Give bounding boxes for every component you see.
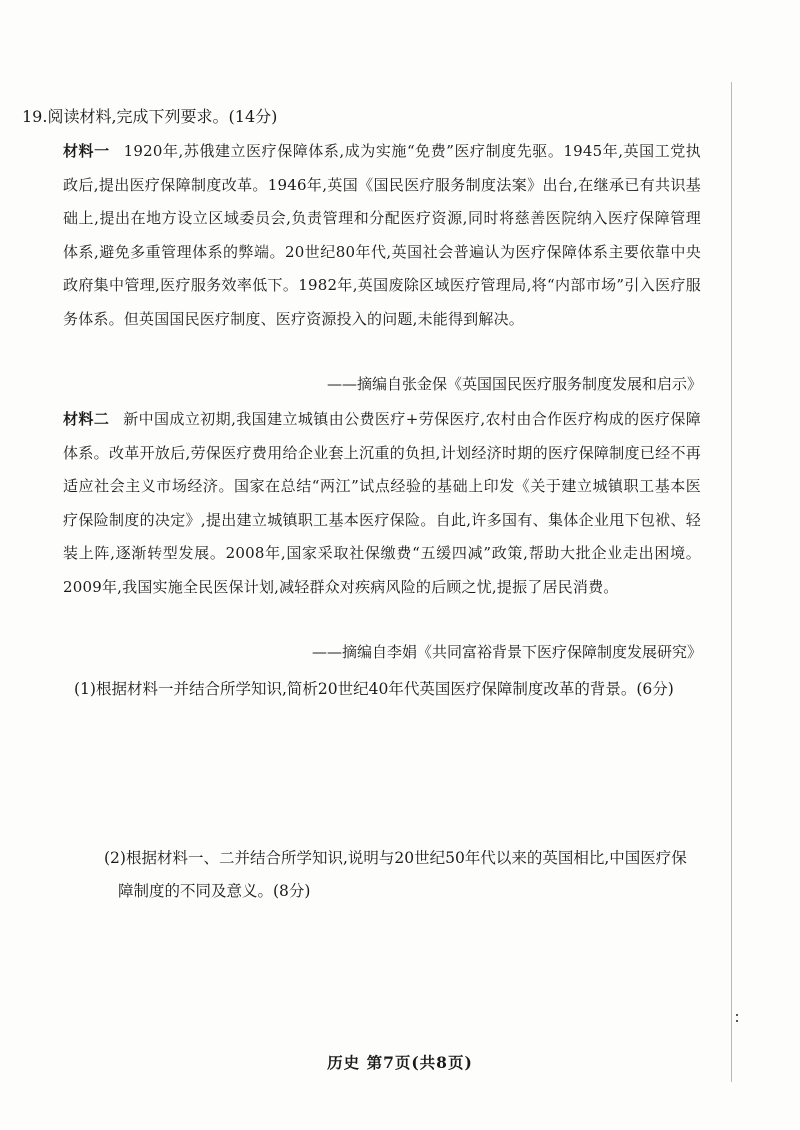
material-one-label: 材料一 [63,142,110,160]
question-header: 19.阅读材料,完成下列要求。(14分) [22,107,278,126]
scan-edge-mark [736,1014,738,1028]
material-one-source: ——摘编自张金保《英国国民医疗服务制度发展和启示》 [326,375,702,393]
material-two-label: 材料二 [63,410,110,428]
sub-question-2-line1: (2)根据材料一、二并结合所学知识,说明与20世纪50年代以来的英国相比,中国医疗保 [104,849,687,867]
material-one-text: 1920年,苏俄建立医疗保障体系,成为实施“免费”医疗制度先驱。1945年,英国工党执政后,提出医疗保障制度改革。1946年,英国《国民医疗服务制度法案》出台,在继承已有共识基础上,提出在地方设立区域委员会,负责管理和分配医疗资源,同时将慈善医院纳入医疗保障管理体系,避免多重管理体系的弊端。20世纪80年代,英国社会普遍认为医疗保障体系主要依靠中央政府集中管理,医疗服务效率低下。1982年,英国废除区域医疗管理局,将“内部市场”引入医疗服务体系。但英国国民医疗制度、医疗资源投入的问题,未能得到解决。 [63,142,701,328]
material-two-text: 新中国成立初期,我国建立城镇由公费医疗+劳保医疗,农村由合作医疗构成的医疗保障体系。改革开放后,劳保医疗费用给企业套上沉重的负担,计划经济时期的医疗保障制度已经不再适应社会主义市场经济。国家在总结“两江”试点经验的基础上印发《关于建立城镇职工基本医疗保险制度的决定》,提出建立城镇职工基本医疗保险。自此,许多国有、集体企业甩下包袱、轻装上阵,逐渐转型发展。2008年,国家采取社保缴费“五缓四减”政策,帮助大批企业走出困境。2009年,我国实施全民医保计划,减轻群众对疾病风险的后顾之忧,提振了居民消费。 [63,410,701,596]
material-two [63,403,701,605]
sub-question-2-line2: 障制度的不同及意义。(8分) [118,882,311,900]
material-two-source: ——摘编自李娟《共同富裕背景下医疗保障制度发展研究》 [311,643,702,661]
page-footer: 历史 第7页(共8页) [327,1053,473,1072]
page-right-border [731,82,732,1082]
sub-question-1: (1)根据材料一并结合所学知识,简析20世纪40年代英国医疗保障制度改革的背景。(6分) [74,680,674,698]
sub-question-2 [104,842,702,908]
material-one [63,135,701,337]
